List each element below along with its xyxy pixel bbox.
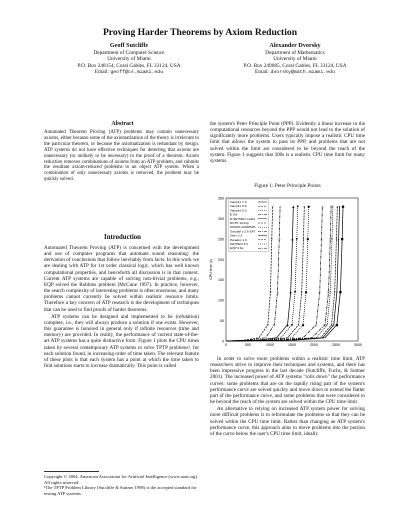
- series-marker: △: [320, 237, 323, 242]
- x-tick-label: 0: [225, 343, 227, 347]
- y-tick-label: 200: [218, 257, 224, 262]
- author-address: P.O. Box 249085, Coral Gables, FL 33124, USA: [243, 62, 347, 69]
- author-email: dvorsky@math.miami.edu: [270, 70, 336, 76]
- author-univ: University of Miami: [273, 56, 317, 63]
- x-tick-label: 3000: [354, 343, 362, 347]
- legend-entry: Vampire 5.0: [230, 208, 247, 213]
- ppp-chart: [208, 193, 363, 351]
- x-tick-label: 500: [245, 343, 251, 347]
- y-tick-label: 350: [218, 196, 224, 201]
- legend-entry: Vampire 7.0: [230, 200, 247, 204]
- series-marker: *: [332, 204, 334, 209]
- x-tick-label: 2500: [332, 343, 340, 347]
- series-marker: ◇: [278, 237, 281, 242]
- footnote-rule: [44, 471, 99, 472]
- author-name: Alexander Dvorsky: [269, 42, 321, 49]
- email-label: Email:: [94, 69, 111, 76]
- series-marker: ◇: [276, 290, 279, 295]
- legend-entry: Gandalf c-2.6-SAT: [230, 229, 256, 234]
- series-marker: o: [300, 290, 303, 295]
- author-block-2: [210, 43, 380, 77]
- y-tick-label: 300: [218, 216, 224, 221]
- series-marker: o: [297, 322, 300, 327]
- series-marker: ▼: [293, 290, 297, 295]
- series-marker: +: [337, 237, 340, 242]
- series-marker: ●: [304, 290, 308, 295]
- intro-paragraph-2: ATP systems can be designed and implemented to be (refutation) complete, i.e., they will always produce a solution if one exists. However, this guarantee is honored in general only if infinite resources (time and memory) are provided. In reality, the performance of current state-of-the-art ATP systems has a quite distinctive form. Figure 1 plots the CPU times taken by several contemporary ATP systems to solve TPTP problems¹, for each solution found, in increasing order of time taken. The relevant feature of these plots is that each system has a point at which the time taken to find solutions starts to increase dramatically. This point is called: [44, 313, 199, 369]
- series-marker: +: [335, 290, 339, 295]
- series-marker: ▽: [271, 204, 274, 209]
- copyright-notice: Copyright © 2004, American Association for Artificial Intelligence (www.aaai.org). All rights reserved.: [44, 474, 199, 485]
- series-marker: ▽: [266, 322, 269, 327]
- left-column-body: [44, 245, 199, 370]
- legend-entry: Paradox 1.0: [230, 237, 247, 242]
- series-marker: *: [329, 290, 332, 295]
- series-marker: ▼: [296, 204, 299, 209]
- series-marker: x: [330, 322, 333, 327]
- legend-entry: SNARK 20030505: [230, 225, 256, 230]
- series-marker: ▲: [291, 237, 294, 242]
- series-marker: o: [303, 204, 306, 209]
- abstract-heading: Abstract: [111, 121, 134, 127]
- series-marker: □: [323, 322, 327, 327]
- series-marker: ▼: [295, 237, 298, 242]
- series-marker: ■: [340, 237, 344, 242]
- y-tick-label: 50: [220, 319, 224, 324]
- series-marker: △: [321, 204, 324, 209]
- series-marker: ●: [306, 237, 310, 242]
- series-marker: ▼: [290, 322, 294, 327]
- chart-legend: [229, 199, 269, 251]
- legend-entry: Vampire 6.0: [230, 204, 247, 209]
- series-marker: ◇: [278, 204, 282, 209]
- series-marker: *: [331, 237, 333, 242]
- series-marker: +: [332, 322, 336, 327]
- series-marker: *: [326, 322, 328, 327]
- series-marker: ▲: [292, 204, 295, 209]
- series-marker: ■: [335, 322, 339, 327]
- series-marker: ●: [307, 204, 311, 209]
- series-marker: ▽: [269, 290, 272, 295]
- abstract-text: Automated Theorem Proving (ATP) problems may contain unnecessary axioms, either because some of the axiomatization of the theory is irrelevant to the particular theorem, or because the axiomatization is redundant by design. ATP systems do not have effective techniques for detecting that axioms are unnecessary (or unlikely to be necessary) to the proof of a theorem. Axiom reduction removes combinations of axioms from an ATP problem, and submits the resultant axiom-reduced problems to an object ATP system. When a combination of only unnecessary axioms is removed, the problem may be quickly solved.: [44, 130, 199, 183]
- right-column-bottom: [210, 356, 365, 438]
- footnotes: [44, 474, 199, 496]
- author-dept: Department of Computer Science: [93, 49, 165, 56]
- y-tick-label: 100: [218, 298, 224, 303]
- right-paragraph-2: In order to solve more problems within a realistic time limit, ATP researchers strive to improve their techniques and systems, and there has been impressive progress in the last decade (Sutcliffe, Fuchs, & Suttner 2001). The increased power of ATP systems "rolls down" the performance curves: some problems that are on the rapidly rising part of the system's performance curve are solved quickly and move down to extend the flatter part of the performance curve, and some problems that were considered to be beyond the reach of the system are solved within the CPU time limit.: [210, 356, 365, 406]
- series-marker: o: [302, 237, 305, 242]
- right-paragraph-3: An alternative to relying on increased ATP system power for solving more difficult problems is to reformulate the problems so that they can be solved within the CPU time limit. Rather than changing an ATP system's performance curve, this approach aims to move problems into the portion of the curve below the user's CPU time limit, ideally: [210, 406, 365, 437]
- series-marker: □: [329, 204, 333, 209]
- author-email: geoff@cs.miami.edu: [110, 70, 164, 76]
- series-marker: △: [315, 322, 318, 327]
- series-marker: ◇: [273, 322, 276, 327]
- y-tick-label: 250: [218, 237, 224, 242]
- y-tick-label: 0: [222, 339, 224, 344]
- author-address: P.O. Box 248154, Coral Gables, FL 33124, USA: [77, 62, 181, 69]
- legend-entry: SETHEO 3.3: [230, 242, 248, 246]
- series-marker: ▽: [270, 237, 273, 242]
- x-tick-label: 2000: [310, 343, 318, 347]
- footnote-1: ¹The TPTP Problem Library (Sutcliffe & Suttner 1998) is the accepted standard for testing ATP systems.: [44, 485, 197, 496]
- series-marker: +: [338, 204, 341, 209]
- author-block-1: [44, 43, 214, 77]
- email-label: Email:: [254, 69, 271, 76]
- series-marker: ■: [338, 290, 342, 295]
- right-paragraph-1: the system's Peter Principle Point (PPP). Evidently a linear increase in the computational resources beyond the PPP would not lead to the solution of significantly more problems. Users typically impose a realistic CPU time limit that allows the system to pass its PPP, and problems that are not solved within the limit are considered to be beyond the reach of the system. Figure 1 suggests that 300s is a realistic CPU time limit for many systems.: [210, 121, 365, 164]
- series-marker: x: [336, 204, 339, 209]
- author-dept: Department of Mathematics: [265, 49, 325, 56]
- author-univ: University of Miami: [107, 56, 151, 63]
- series-marker: ●: [301, 322, 305, 327]
- introduction-heading: Introduction: [104, 234, 141, 241]
- author-email-line: [210, 69, 380, 77]
- x-tick-label: 1000: [266, 343, 274, 347]
- y-axis-label: CPU time (s): [209, 259, 213, 280]
- series-marker: x: [333, 290, 336, 295]
- series-marker: x: [335, 237, 338, 242]
- author-name: Geoff Sutcliffe: [109, 42, 149, 49]
- series-marker: △: [318, 290, 321, 295]
- author-email-line: [44, 69, 214, 77]
- series-marker: □: [327, 290, 330, 295]
- series-marker: □: [328, 237, 332, 242]
- figure-caption: Figure 1: Peter Principle Points: [254, 183, 321, 189]
- legend-entry: Otter 3.3: [230, 233, 243, 238]
- x-tick-label: 1500: [288, 343, 296, 347]
- legend-entry: DCTP 10.21p: [230, 221, 249, 225]
- intro-paragraph-1: Automated Theorem Proving (ATP) is concerned with the development and use of computer programs that automate sound reasoning: the derivation of conclusions that follow inevitably from facts. In this work we are dealing with ATP for 1st order classical logic, which has well known computational properties, and henceforth all discussion is in that context. Current ATP systems are capable of solving non-trivial problems, e.g., EQP solved the Robbins problem (McCune 1997). In practice, however, the search complexity of interesting problems is often enormous, and many problems cannot currently be solved within realistic resource limits. Therefore a key concern of ATP research is the development of techniques that can be used to find proofs of harder theorems.: [44, 245, 199, 313]
- legend-entry: E 0.8: [230, 212, 238, 217]
- right-column-top: [210, 121, 365, 165]
- legend-entry: EQP 0.9e: [230, 246, 244, 251]
- legend-entry: E-SETHEO csp03: [230, 216, 255, 221]
- series-marker: ■: [341, 204, 345, 209]
- y-tick-label: 150: [218, 278, 224, 283]
- series-marker: ▲: [286, 322, 289, 327]
- series-marker: ▲: [289, 290, 292, 295]
- paper-title: Proving Harder Theorems by Axiom Reduction: [102, 27, 298, 38]
